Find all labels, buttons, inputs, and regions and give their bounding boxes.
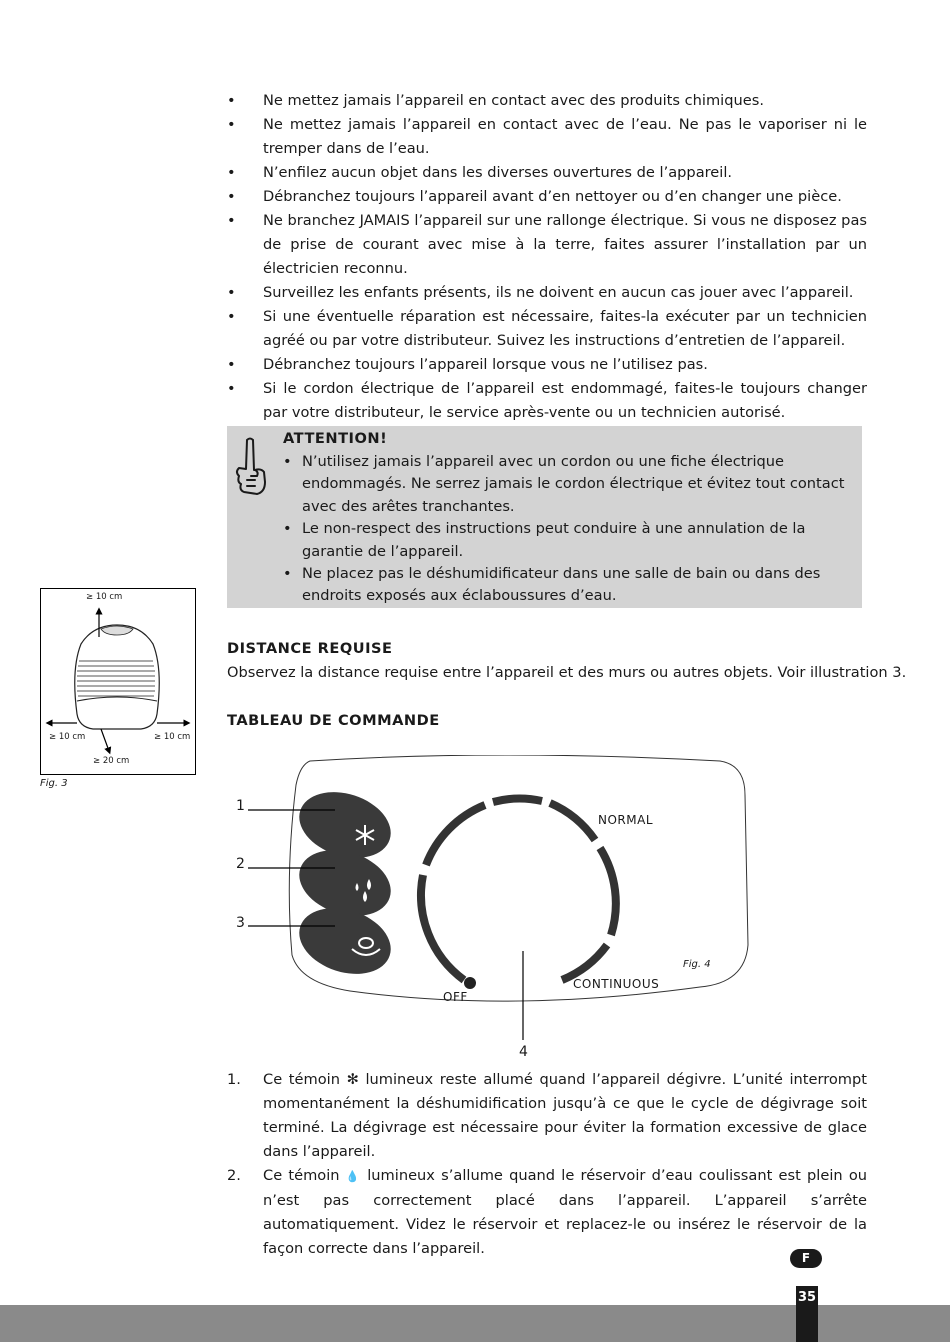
snowflake-icon: ✻ <box>346 1071 359 1088</box>
list-item: 2. Ce témoin 💧 lumineux s’allume quand le réservoir d’eau coulissant est plein ou n’est pas correctement placé dans l’appareil. L’appareil s’arrête automatiquement. Videz le réservoir et replacez-le ou insérez le réservoir de la façon correcte dans l’appareil. <box>227 1167 868 1257</box>
control-panel-diagram <box>230 755 760 1055</box>
page-number-box <box>796 1286 818 1342</box>
list-item: • Ne mettez jamais l’appareil en contact avec des produits chimiques. <box>227 92 764 109</box>
clearance-bottom-label: ≥ 20 cm <box>93 756 130 766</box>
indicator-label-1: 1 <box>236 798 245 814</box>
attention-list <box>283 451 853 608</box>
figure-4-caption: Fig. 4 <box>683 959 711 970</box>
dehumidifier-illustration <box>41 589 195 774</box>
list-item: • N’utilisez jamais l’appareil avec un cordon ou une fiche électrique endommagés. Ne serrez jamais le cordon électrique et évitez tout contact avec des arêtes tranchantes. <box>283 453 845 515</box>
attention-title: ATTENTION! <box>283 430 388 447</box>
dial-normal-label: NORMAL <box>598 813 654 827</box>
clearance-left-label: ≥ 10 cm <box>49 732 86 742</box>
figure-3-clearance <box>40 588 196 775</box>
distance-text: Observez la distance requise entre l’appareil et des murs ou autres objets. Voir illustration 3. <box>227 664 907 681</box>
list-item: • Le non-respect des instructions peut conduire à une annulation de la garantie de l’appareil. <box>283 520 806 560</box>
list-item: • Si le cordon électrique de l’appareil est endommagé, faites-le toujours changer par votre distributeur, le service après-vente ou un technicien autorisé. <box>227 380 867 421</box>
pointing-hand-icon <box>233 436 269 500</box>
list-item: • Débranchez toujours l’appareil avant d’en nettoyer ou d’en changer une pièce. <box>227 188 842 205</box>
dial-off-label: OFF <box>443 990 468 1004</box>
list-item: • Ne placez pas le déshumidificateur dans une salle de bain ou dans des endroits exposés aux éclaboussures d’eau. <box>283 565 821 605</box>
list-item: • N’enfilez aucun objet dans les diverses ouvertures de l’appareil. <box>227 164 733 181</box>
dial-label-4: 4 <box>519 1044 528 1060</box>
list-item: • Surveillez les enfants présents, ils ne doivent en aucun cas jouer avec l’appareil. <box>227 284 854 301</box>
list-item: 1. Ce témoin ✻ lumineux reste allumé quand l’appareil dégivre. L’unité interrompt momentanément la déshumidification jusqu’à ce que le cycle de dégivrage soit terminé. La dégivrage est nécessaire pour éviter la formation excessive de glace dans l’appareil. <box>227 1071 867 1160</box>
list-item: • Ne branchez JAMAIS l’appareil sur une rallonge électrique. Si vous ne disposez pas de prise de courant avec mise à la terre, faites assurer l’installation par un électricien reconnu. <box>227 212 867 277</box>
clearance-top-label: ≥ 10 cm <box>86 592 123 602</box>
panel-heading: TABLEAU DE COMMANDE <box>227 712 440 729</box>
indicator-explanations <box>227 1068 867 1261</box>
indicator-label-2: 2 <box>236 856 245 872</box>
list-item: • Ne mettez jamais l’appareil en contact avec de l’eau. Ne pas le vaporiser ni le tremper dans de l’eau. <box>227 116 867 157</box>
clearance-right-label: ≥ 10 cm <box>154 732 191 742</box>
distance-heading: DISTANCE REQUISE <box>227 640 393 657</box>
language-badge: F <box>790 1249 822 1268</box>
list-item: • Débranchez toujours l’appareil lorsque vous ne l’utilisez pas. <box>227 356 708 373</box>
water-drops-icon: 💧 <box>345 1170 362 1183</box>
safety-bullet-list <box>227 89 867 425</box>
dial-continuous-label: CONTINUOUS <box>573 977 660 991</box>
list-item: • Si une éventuelle réparation est nécessaire, faites-la exécuter par un technicien agréé ou par votre distributeur. Suivez les instructions d’entretien de l’appareil. <box>227 308 867 349</box>
page-number: 35 <box>797 1290 817 1305</box>
attention-box <box>227 426 862 608</box>
indicator-label-3: 3 <box>236 915 245 931</box>
figure-3-caption: Fig. 3 <box>40 778 68 789</box>
